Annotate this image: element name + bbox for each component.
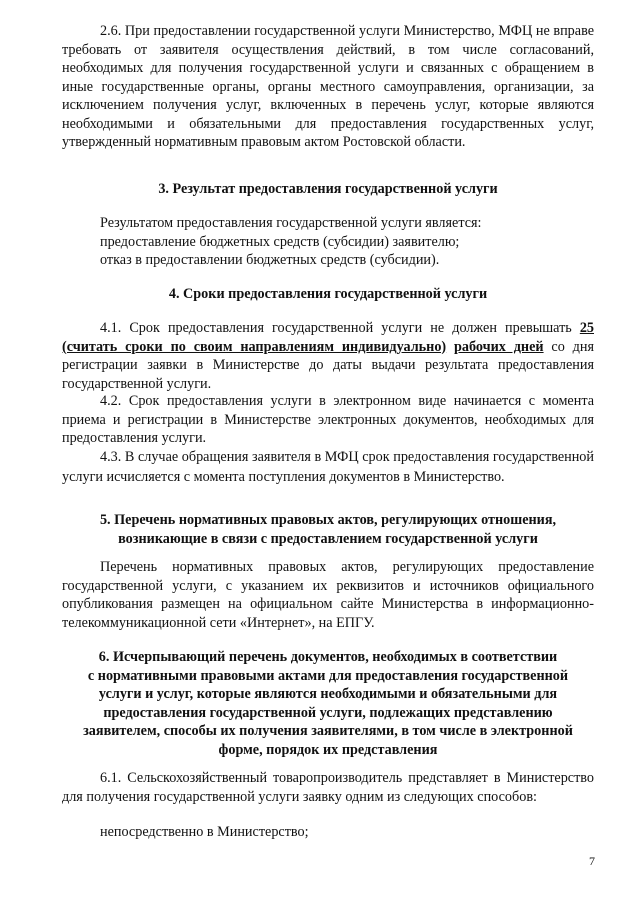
section-6-heading-line: 6. Исчерпывающий перечень документов, необходимых в соответствии	[98, 649, 558, 665]
term-workdays: рабочих дней	[454, 338, 544, 355]
section-6-heading-line: предоставления государственной услуги, подлежащих представлению	[103, 704, 553, 721]
section-5-heading-line: 5. Перечень нормативных правовых актов, регулирующих отношения,	[99, 512, 557, 528]
section-6-heading-line: с нормативными правовыми актами для предоставления государственной	[87, 667, 569, 684]
paragraph-4-1-end: со дня регистрации заявки в Министерстве до даты выдачи результата предоставления государственной услуги.	[62, 338, 595, 392]
section-6-heading-line: форме, порядок их представления	[218, 741, 438, 758]
term-days-number: 25	[579, 320, 594, 336]
paragraph-4-1	[62, 319, 594, 393]
section-5-heading-line: возникающие в связи с предоставлением государственной услуги	[118, 530, 538, 547]
section-3-line: отказ в предоставлении бюджетных средств (субсидии).	[100, 252, 440, 268]
section-4-heading: 4. Сроки предоставления государственной услуги	[168, 286, 488, 302]
paragraph-4-2: 4.2. Срок предоставления услуги в электронном виде начинается с момента приема и регистрации в Министерстве электронных документов, необходимых для предоставления услуги.	[62, 393, 594, 446]
paragraph-5: Перечень нормативных правовых актов, регулирующих предоставление государственной услуги, с указанием их реквизитов и источников официального опубликования размещен на официальном сайте Министерства в информационно-телекоммуникационной сети «Интернет», на ЕПГУ.	[62, 559, 594, 631]
section-6-heading-line: заявителем, способы их получения заявителями, в том числе в электронной	[83, 723, 573, 739]
page-number: 7	[589, 854, 595, 868]
section-6-heading-line: услуги и услуг, которые являются необходимыми и обязательными для	[98, 686, 558, 702]
paragraph-6-1-item: непосредственно в Министерство;	[100, 824, 309, 840]
paragraph-2-6: 2.6. При предоставлении государственной услуги Министерство, МФЦ не вправе требовать от заявителя осуществления действий, в том числе согласований, необходимых для получения государственной услуги и связанных с обращением в иные государственные органы, органы местного самоуправления, организации, за исключением получения услуг, включенных в перечень услуг, которые являются необходимыми и обязательными для предоставления государственных услуг, утвержденный нормативным правовым актом Ростовской области.	[62, 23, 594, 150]
section-3-heading: 3. Результат предоставления государственной услуги	[158, 181, 498, 197]
section-5-heading	[62, 511, 594, 548]
paragraph-4-3: 4.3. В случае обращения заявителя в МФЦ срок предоставления государственной услуги исчисляется с момента поступления документов в Министерство.	[62, 449, 594, 485]
section-3-body	[62, 214, 594, 270]
section-3-line: предоставление бюджетных средств (субсидии) заявителю;	[100, 233, 460, 250]
paragraph-4-1-start: 4.1. Срок предоставления государственной услуги не должен превышать	[100, 320, 580, 336]
paragraph-6-1: 6.1. Сельскохозяйственный товаропроизводитель представляет в Министерство для получения государственной услуги заявку одним из следующих способов:	[62, 770, 594, 805]
section-3-line: Результатом предоставления государственной услуги является:	[100, 215, 482, 231]
section-6-heading	[62, 648, 594, 759]
term-note: (считать сроки по своим направлениям индивидуально)	[62, 338, 447, 355]
